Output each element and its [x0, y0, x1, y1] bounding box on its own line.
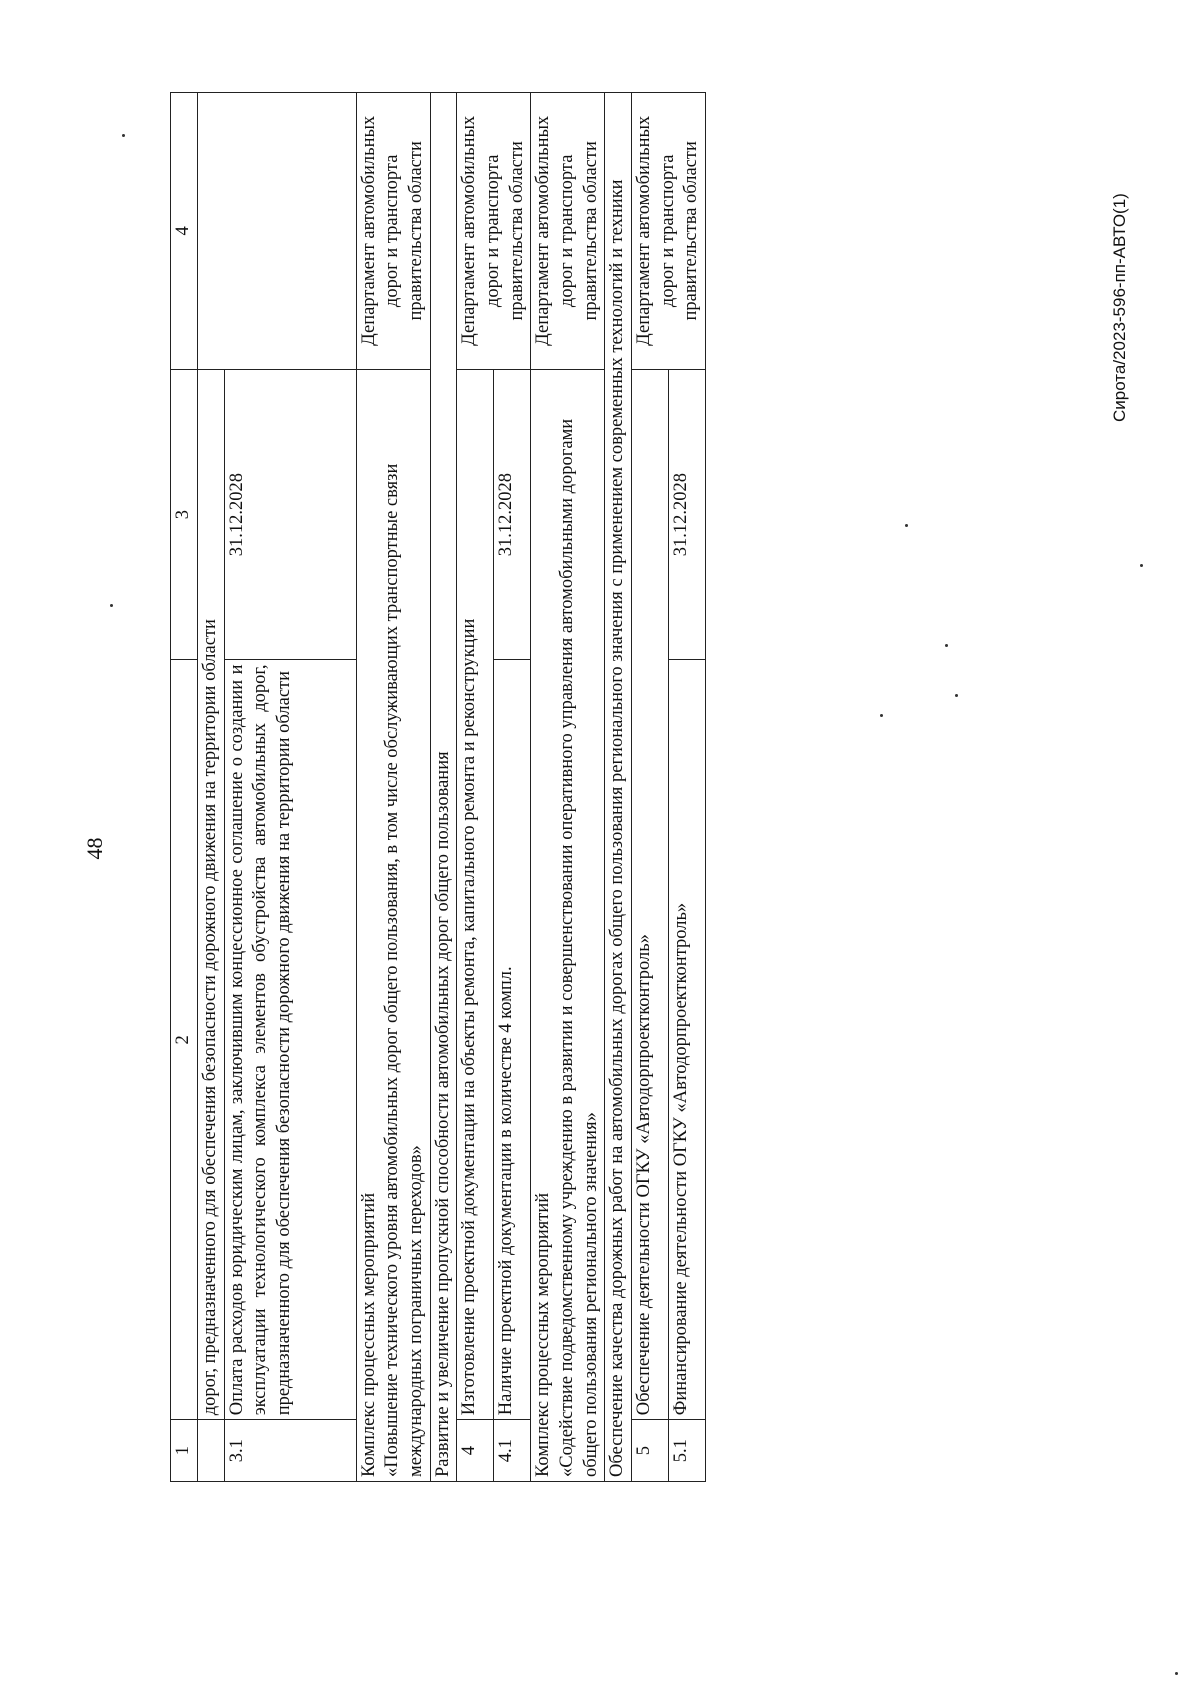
scan-speck — [945, 644, 948, 647]
header-col-2: 2 — [171, 660, 198, 1420]
table-row — [430, 93, 457, 1482]
table-row — [356, 93, 430, 1482]
scan-speck — [905, 524, 908, 527]
complex-title: Комплекс процессных мероприятий — [358, 1192, 379, 1477]
header-col-4: 4 — [171, 93, 198, 370]
row-date: 31.12.2028 — [669, 369, 706, 660]
row-number: 5.1 — [669, 1420, 706, 1482]
complex-name: «Содействие подведомственному учреждению в развитии и совершенствовании оперативного управления автомобильными дорогами общего пользования регионального значения» — [557, 418, 601, 1477]
complex-cell — [531, 369, 605, 1481]
row-text: Оплата расходов юридическим лицам, заключившим концессионное соглашение о создании и эксплуатации технологического комплекса элементов обустройства автомобильных дорог, предназначенного для обеспечения безопасности дорожного движения на территории области — [224, 660, 356, 1420]
row-text: дорог, предназначенного для обеспечения безопасности дорожного движения на территории области — [198, 369, 225, 1420]
row-text: Обеспечение деятельности ОГКУ «Автодорпроектконтроль» — [632, 369, 669, 1420]
row-text: Изготовление проектной документации на объекты ремонта, капитального ремонта и реконструкции — [457, 369, 494, 1420]
table-row — [632, 93, 669, 1482]
header-col-3: 3 — [171, 369, 198, 660]
task-row-text: Обеспечение качества дорожных работ на автомобильных дорогах общего пользования регионального значения с применением современных технологий и техники — [605, 93, 632, 1482]
row-text: Наличие проектной документации в количестве 4 компл. — [494, 660, 531, 1420]
table-row — [531, 93, 605, 1482]
scan-speck — [122, 134, 125, 137]
table-row — [605, 93, 632, 1482]
complex-cell — [356, 369, 430, 1481]
task-row-text: Развитие и увеличение пропускной способности автомобильных дорог общего пользования — [430, 93, 457, 1482]
table-row — [198, 93, 225, 1482]
scan-speck — [955, 694, 958, 697]
row-text: Финансирование деятельности ОГКУ «Автодорпроектконтроль» — [669, 660, 706, 1420]
program-table — [170, 92, 706, 1482]
row-date: 31.12.2028 — [224, 369, 356, 660]
row-date: 31.12.2028 — [494, 369, 531, 660]
scan-speck — [110, 604, 113, 607]
complex-title: Комплекс процессных мероприятий — [533, 1192, 554, 1477]
table-header-row — [171, 93, 198, 1482]
scan-speck — [1140, 564, 1143, 567]
row-number: 5 — [632, 1420, 669, 1482]
document-code: Сирота/2023-596-пп-АВТО(1) — [1110, 193, 1129, 422]
scan-speck — [880, 714, 883, 717]
header-col-1: 1 — [171, 1420, 198, 1482]
row-number: 4.1 — [494, 1420, 531, 1482]
scan-speck — [1175, 1672, 1178, 1675]
page-number: 48 — [82, 837, 107, 860]
row-number: 4 — [457, 1420, 494, 1482]
department-cell: Департамент автомобильных дорог и транспорта правительства области — [531, 93, 605, 370]
department-cell: Департамент автомобильных дорог и транспорта правительства области — [632, 93, 706, 370]
department-cell: Департамент автомобильных дорог и транспорта правительства области — [356, 93, 430, 370]
row-number: 3.1 — [224, 1420, 356, 1482]
table-row — [457, 93, 494, 1482]
department-cell: Департамент автомобильных дорог и транспорта правительства области — [457, 93, 531, 370]
complex-name: «Повышение технического уровня автомобильных дорог общего пользования, в том числе обслуживающих транспортные связи международных пограничных переходов» — [382, 463, 427, 1477]
